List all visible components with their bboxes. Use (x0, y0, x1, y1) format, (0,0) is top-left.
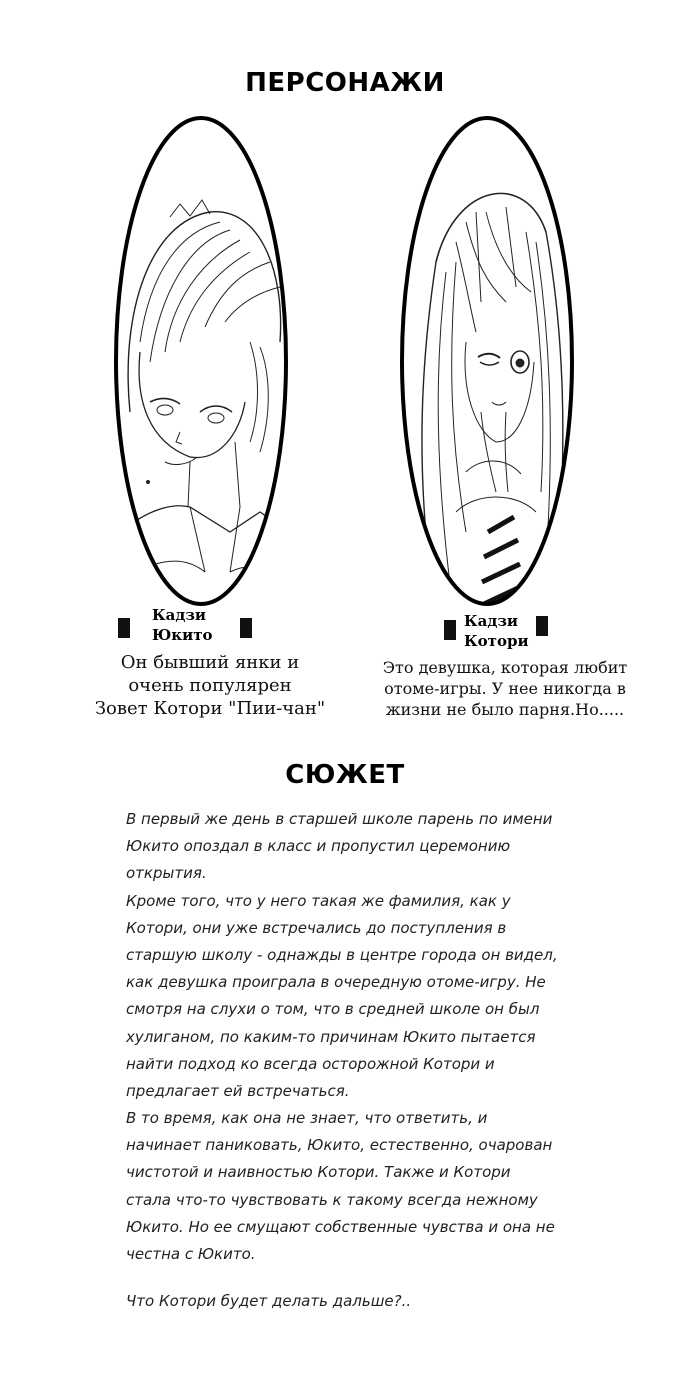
name-marker-left-a (118, 618, 130, 638)
kotori-name-line2: Котори (464, 632, 529, 650)
plot-line: честна с Юкито. (126, 1245, 256, 1263)
plot-line: хулиганом, по каким-то причинам Юкито пытается (126, 1027, 536, 1046)
kotori-portrait (396, 112, 578, 610)
plot-line: как девушка проиграла в очередную отоме-игру. Не (126, 973, 546, 992)
plot-line: открытия. (126, 864, 207, 883)
kotori-name-label (444, 612, 568, 656)
plot-line: старшую школу - однажды в центре города он видел, (126, 945, 558, 964)
plot-line: Кроме того, что у него такая же фамилия, как у (126, 891, 511, 910)
yukito-name-label (118, 606, 258, 650)
plot-line: предлагает ей встречаться. (126, 1081, 350, 1100)
yukito-portrait (110, 112, 292, 610)
plot-line: чистотой и наивностью Котори. Также и Котори (126, 1163, 511, 1182)
kotori-desc-line: жизни не было парня.Но..... (385, 700, 625, 719)
characters-heading: ПЕРСОНАЖИ (245, 68, 445, 98)
kotori-desc-line: отоме-игры. У нее никогда в (384, 679, 626, 698)
plot-heading: СЮЖЕТ (285, 760, 405, 790)
kotori-portrait-illustration (396, 112, 578, 610)
name-marker-right-a (444, 620, 456, 640)
yukito-name-line2: Юкито (152, 626, 213, 644)
yukito-desc-line: очень популярен (128, 675, 292, 696)
plot-line: В первый же день в старшей школе парень по имени (126, 810, 553, 828)
plot-line: Котори, они уже встречались до поступления в (126, 918, 507, 937)
plot-line: Юкито. Но ее смущают собственные чувства и она не (126, 1217, 555, 1236)
plot-question: Что Котори будет делать дальше?.. (126, 1292, 412, 1311)
plot-line: В то время, как она не знает, что ответить, и (126, 1109, 488, 1128)
kotori-name-line1: Кадзи (464, 612, 519, 630)
kotori-desc-line: Это девушка, которая любит (382, 658, 628, 677)
plot-line: стала что-то чувствовать к такому всегда нежному (126, 1190, 538, 1209)
plot-line: найти подход ко всегда осторожной Котори и (126, 1054, 495, 1073)
plot-line: начинает паниковать, Юкито, естественно, очарован (126, 1136, 553, 1155)
kotori-description (352, 657, 658, 720)
plot-line: Юкито опоздал в класс и пропустил церемонию (126, 837, 511, 856)
name-marker-left-b (240, 618, 252, 638)
name-marker-right-b (536, 616, 548, 636)
yukito-desc-line: Он бывший янки и (120, 652, 300, 673)
yukito-portrait-illustration (110, 112, 292, 610)
yukito-name-line1: Кадзи (152, 606, 207, 624)
yukito-description (60, 651, 360, 720)
plot-line: смотря на слухи о том, что в средней школе он был (126, 1000, 540, 1019)
plot-text (126, 806, 646, 1315)
yukito-desc-line: Зовет Котори "Пии-чан" (94, 698, 326, 719)
